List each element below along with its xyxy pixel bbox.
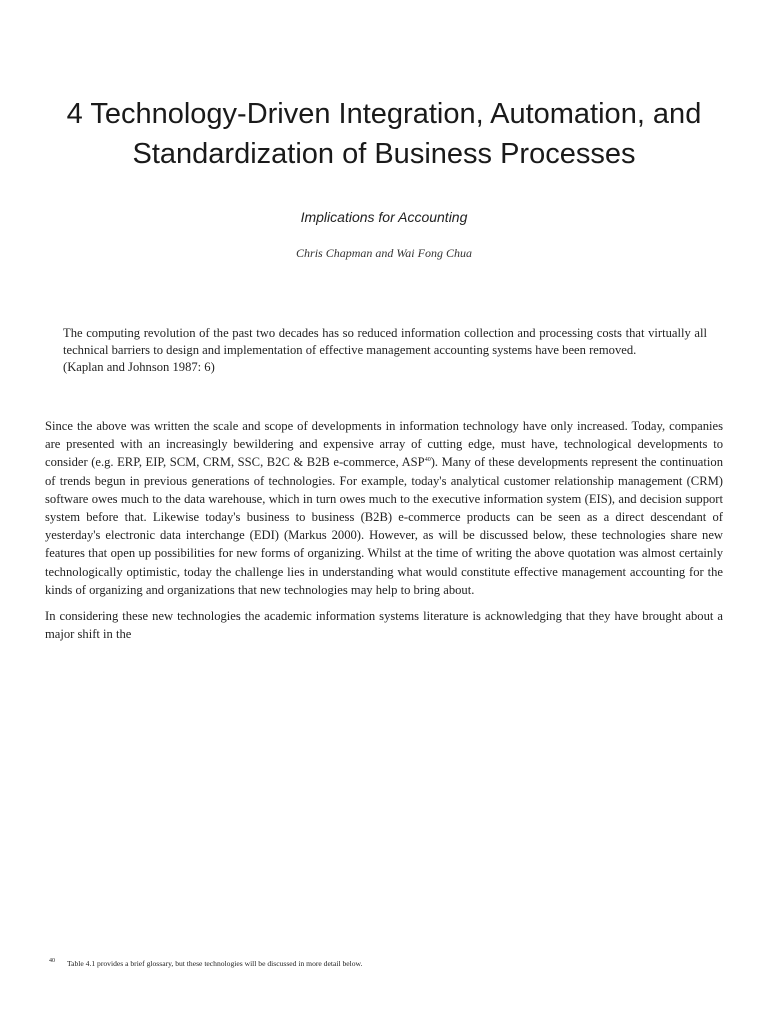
body-paragraph-1-end: ). Many of these developments represent the continuation of trends begun in previous generations of technologies. For example, today's analytical customer relationship management (CRM) software owes much to the data warehouse, which in turn owes much to the executive information system (EIS), and decision support system before that. Likewise today's business to business (B2B) e-commerce products can be seen as a direct descendant of yesterday's electronic data interchange (EDI) (Markus 2000). However, as will be discussed below, these technologies share new features that open up possibilities for new forms of organizing. Whilst at the time of writing the above quotation was almost certainly technologically optimistic, today the challenge lies in understanding what would constitute effective management accounting for the kinds of organizing and organizations that new technologies may help to bring about. [45,455,723,597]
footnote-reference[interactable]: 40 [424,457,431,464]
epigraph-citation: (Kaplan and Johnson 1987: 6) [63,360,215,375]
chapter-title-line1: 4 Technology-Driven Integration, Automation, and [66,98,702,130]
footnote-number: 40 [49,958,55,965]
epigraph-text: The computing revolution of the past two decades has so reduced information collection and processing costs that virtually all technical barriers to design and implementation of effective management accounting systems have been removed. [63,326,707,358]
chapter-title [40,94,728,174]
footnote-text: Table 4.1 provides a brief glossary, but these technologies will be discussed in more detail below. [67,959,363,968]
body-paragraph-1-start: Since the above was written the scale and scope of developments in information technology have only increased. Today, companies are presented with an increasingly bewildering and expensive array of cutting edge, must have, technological developments to consider (e.g. ERP, EIP, SCM, CRM, SSC, B2C & B2B e-commerce, ASP [45,419,723,470]
body-paragraph-2: In considering these new technologies the academic information systems literature is acknowledging that they have brought about a major shift in the [45,609,723,642]
footnote [49,958,729,970]
chapter-authors: Chris Chapman and Wai Fong Chua [296,246,472,260]
epigraph [63,325,707,377]
body-text [45,417,723,651]
chapter-title-line2: Standardization of Business Processes [132,138,636,170]
body-paragraph-1 [45,417,723,599]
chapter-subtitle: Implications for Accounting [300,209,468,225]
